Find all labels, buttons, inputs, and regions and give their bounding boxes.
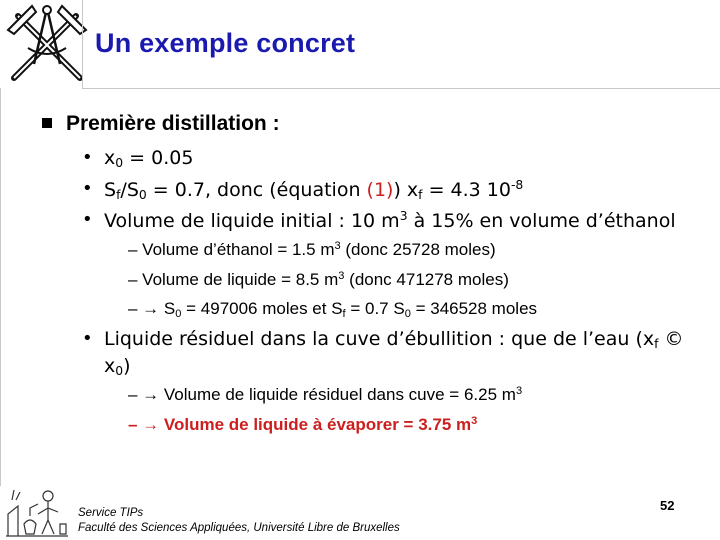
bullet-dot-icon: •: [82, 147, 93, 168]
sub-bullet-item: – Volume d’éthanol = 1.5 $m^3$ (donc 25728 moles): [128, 240, 496, 260]
sub-bullet-item: – Volume de liquide = 8.5 $m^3$ (donc 471278 moles): [128, 270, 509, 290]
slide-title: Un exemple concret: [95, 28, 356, 58]
sub-bullet-item: – → Volume de liquide résiduel dans cuve = 6.25 $m^3$: [128, 385, 523, 405]
footer: [78, 506, 400, 536]
left-divider: [0, 88, 1, 486]
section-heading: Première distillation :: [42, 112, 280, 136]
square-bullet-icon: [42, 118, 52, 128]
footer-line-service: Service TIPs: [78, 507, 144, 519]
footer-line-faculty: Faculté des Sciences Appliquées, Université Libre de Bruxelles: [78, 522, 400, 534]
bullet-dot-icon: •: [82, 209, 93, 230]
bullet-dot-icon: •: [82, 328, 93, 349]
faculty-logo-icon: [4, 2, 90, 86]
equation-reference: (1): [366, 178, 394, 201]
sub-bullet-item: – → $S_0 = 497006$ moles et $S_f = 0.7$ $S_0 = 346528$ moles: [128, 299, 538, 320]
bullet-dot-icon: •: [82, 178, 93, 199]
page-number: 52: [660, 498, 675, 513]
sub-bullet-item-highlight: – → Volume de liquide à évaporer = 3.75 $m^3$: [128, 415, 478, 435]
alchemist-illustration-icon: [2, 480, 74, 540]
